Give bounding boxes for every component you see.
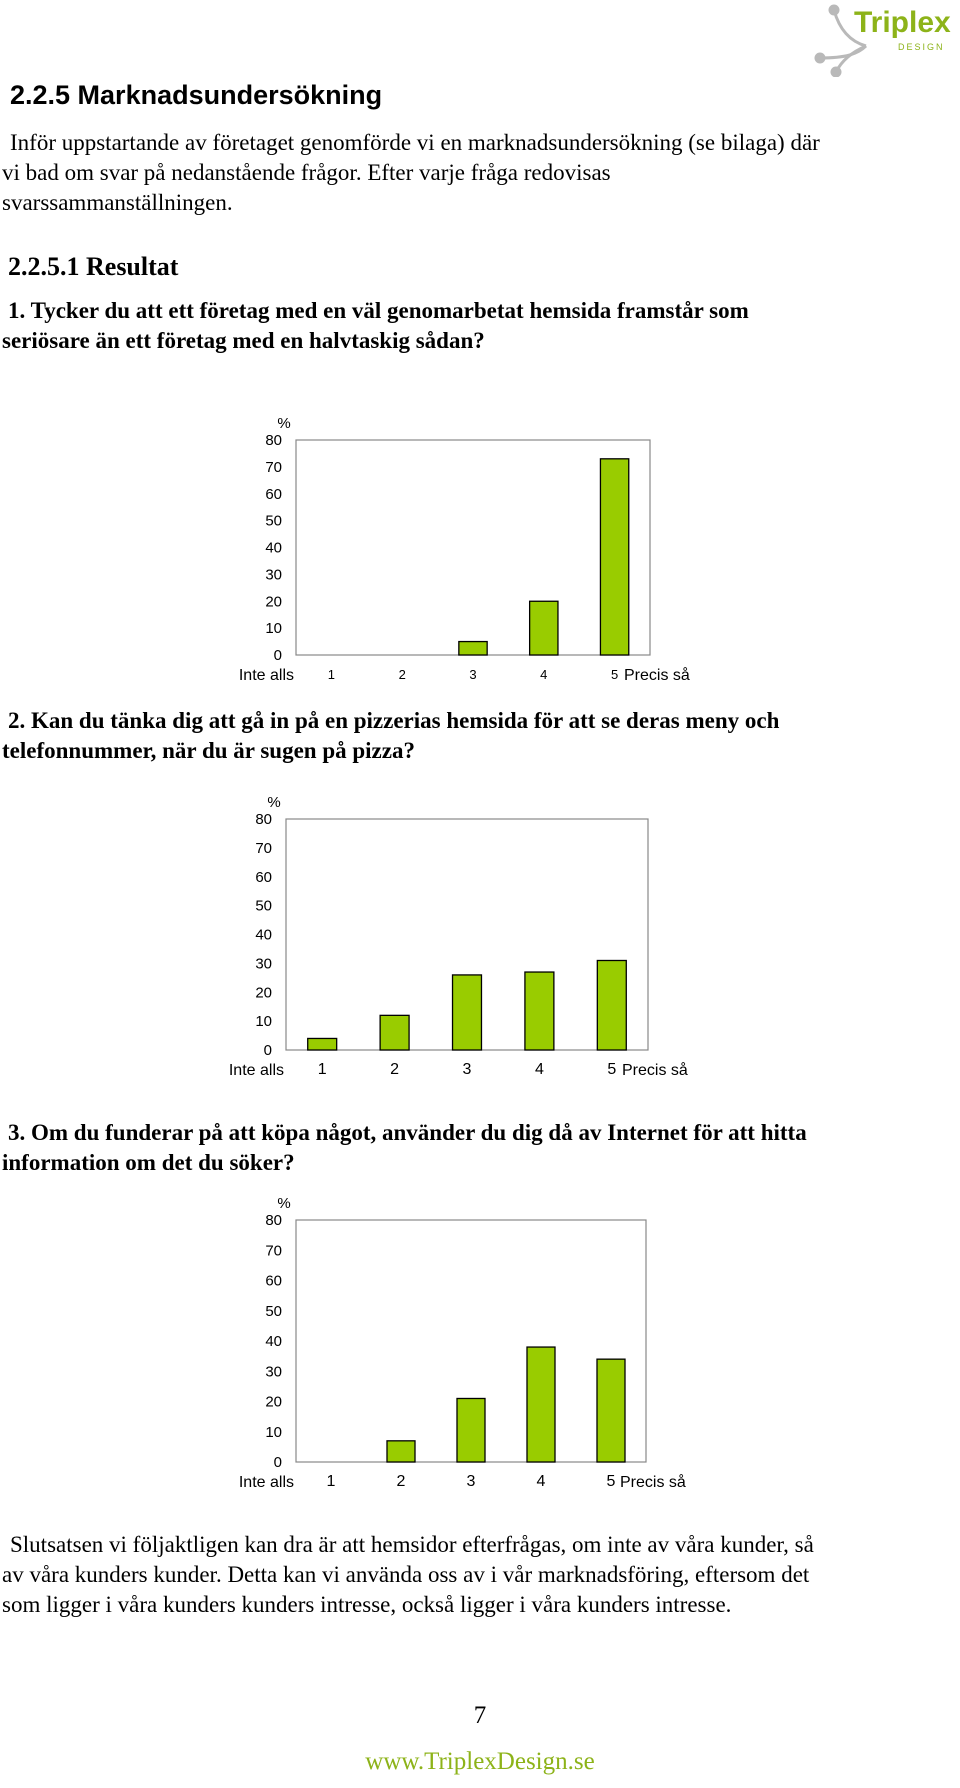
y-tick-label: 50 [265,512,282,530]
intro-line-2: vi bad om svar på nedanstående frågor. Efter varje fråga redovisas [2,160,611,185]
chart-question-2 [0,785,960,1095]
y-axis-label: % [267,794,281,811]
question-3-line-1: 3. Om du funderar på att köpa något, använder du dig då av Internet för att hitta [8,1120,807,1145]
bar-4 [530,601,558,655]
question-1-line-2: seriösare än ett företag med en halvtaskig sådan? [2,328,485,353]
question-3-line-2: information om det du söker? [2,1150,295,1175]
x-tick-label: 5 [606,1473,616,1490]
y-tick-label: 80 [265,1212,282,1229]
question-2-line-1: 2. Kan du tänka dig att gå in på en pizzerias hemsida för att se deras meny och [8,708,780,733]
x-tick-label: 2 [390,1061,400,1078]
y-tick-label: 80 [255,811,272,828]
y-tick-label: 30 [265,1363,282,1381]
conclusion-line-2: av våra kunders kunder. Detta kan vi använda oss av i vår marknadsföring, eftersom det [2,1562,810,1587]
bar-4 [525,972,554,1050]
y-tick-label: 0 [273,647,282,664]
x-tick-label: 5 [607,1061,617,1078]
y-tick-label: 0 [273,1454,282,1471]
x-tick-label: 2 [398,667,406,682]
x-tick-label: 1 [317,1061,327,1078]
x-tick-label: 3 [469,667,477,682]
bar-5 [597,1359,625,1462]
chart-question-3 [0,1195,960,1510]
logo-subtext: DESIGN [898,42,945,52]
y-tick-label: 70 [265,1242,282,1260]
y-tick-label: 60 [265,1272,282,1290]
footer-url: www.TriplexDesign.se [365,1748,595,1775]
bar-1 [308,1038,337,1050]
left-scale-label: Inte alls [228,1062,284,1079]
chart-question-1 [0,395,960,685]
bar-3 [453,975,482,1050]
bar-2 [380,1015,409,1050]
y-tick-label: 10 [255,1013,272,1031]
left-scale-label: Inte alls [238,1474,294,1491]
y-tick-label: 0 [263,1042,272,1059]
y-tick-label: 70 [265,458,282,476]
chart-svg [0,395,960,685]
x-tick-label: 5 [610,667,619,682]
y-tick-label: 10 [265,1423,282,1441]
x-tick-label: 4 [534,1061,544,1078]
page-number: 7 [473,1702,487,1729]
question-2-line-2: telefonnummer, när du är sugen på pizza? [2,738,415,763]
intro-line-3: svarssammanställningen. [2,190,233,215]
right-scale-label: Precis så [624,667,690,684]
plot-area [296,440,650,655]
y-tick-label: 70 [255,839,272,857]
left-scale-label: Inte alls [238,667,294,684]
x-tick-label: 1 [327,667,336,682]
y-tick-label: 30 [265,566,282,584]
bar-2 [387,1441,415,1462]
y-tick-label: 40 [265,1333,282,1350]
question-1-line-1: 1. Tycker du att ett företag med en väl genomarbetat hemsida framstår som [8,298,749,323]
triplex-logo [812,2,960,77]
conclusion-line-3: som ligger i våra kunders kunders intresse, också ligger i våra kunders intresse. [2,1592,732,1617]
bar-5 [600,459,628,655]
bar-4 [527,1347,555,1462]
chart-svg [0,785,960,1095]
x-tick-label: 3 [462,1061,472,1078]
x-tick-label: 1 [326,1473,336,1490]
logo-text: Triplex [854,6,951,39]
x-tick-label: 2 [396,1473,406,1490]
x-tick-label: 4 [536,1473,546,1490]
chart-svg [0,1195,960,1510]
y-axis-label: % [277,1195,291,1212]
bar-5 [597,960,626,1050]
results-subheading: 2.2.5.1 Resultat [8,252,179,281]
y-tick-label: 10 [265,620,282,638]
y-tick-label: 40 [255,926,272,944]
y-tick-label: 20 [255,984,272,1002]
conclusion-line-1: Slutsatsen vi följaktligen kan dra är att hemsidor efterfrågas, om inte av våra kunder, så [10,1532,814,1557]
bar-3 [457,1398,485,1462]
x-tick-label: 3 [466,1473,476,1490]
bar-3 [459,642,487,655]
x-tick-label: 4 [540,667,548,682]
y-tick-label: 60 [255,868,272,886]
y-tick-label: 50 [265,1302,282,1320]
y-tick-label: 20 [265,593,282,611]
y-tick-label: 80 [265,432,282,449]
right-scale-label: Precis så [620,1474,686,1491]
intro-line-1: Inför uppstartande av företaget genomförde vi en marknadsundersökning (se bilaga) där [10,130,820,155]
y-tick-label: 20 [265,1393,282,1411]
y-tick-label: 30 [255,955,272,973]
y-axis-label: % [277,415,291,432]
y-tick-label: 50 [255,897,272,915]
right-scale-label: Precis så [622,1062,688,1079]
section-heading: 2.2.5 Marknadsundersökning [10,80,383,110]
y-tick-label: 60 [265,485,282,503]
y-tick-label: 40 [265,539,282,557]
